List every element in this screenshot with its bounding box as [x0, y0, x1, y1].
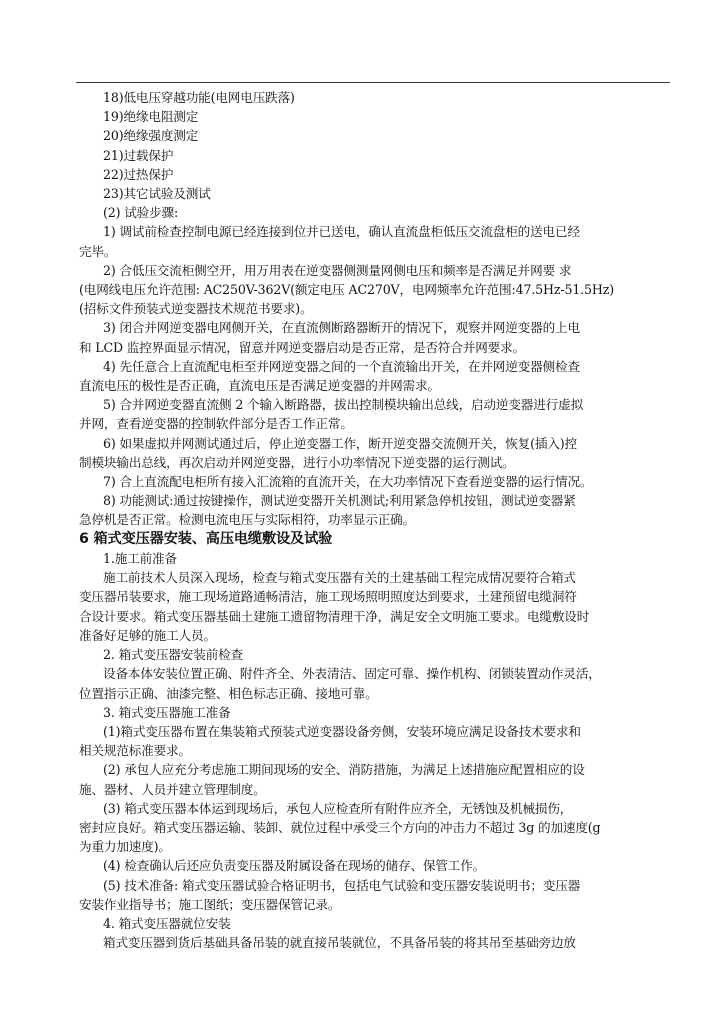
document-body — [79, 88, 664, 952]
subsection-title: 2. 箱式变压器安装前检查 — [103, 647, 244, 663]
body-line: 密封应良好。箱式变压器运输、装卸、就位过程中承受三个方向的冲击力不超过 3g 的加速度(g — [79, 819, 601, 835]
step-line: 直流电压的极性是否正确，直流电压是否满足逆变器的并网需求。 — [79, 378, 440, 394]
test-item: 19)绝缘电阻测定 — [103, 109, 199, 125]
body-line: 施工前技术人员深入现场，检查与箱式变压器有关的土建基础工程完成情况要符合箱式 — [103, 570, 576, 586]
step-line: 5) 合并网逆变器直流侧 2 个输入断路器，拔出控制模块输出总线，启动逆变器进行虚拟 — [103, 397, 584, 413]
header-rule — [76, 82, 670, 83]
step-line: 制模块输出总线，再次启动并网逆变器，进行小功率情况下逆变器的运行测试。 — [79, 454, 515, 470]
step-line: 急停机是否正常。检测电流电压与实际相符，功率显示正确。 — [79, 512, 415, 528]
step-line: (招标文件预装式逆变器技术规范书要求)。 — [79, 301, 313, 317]
body-line: 为重力加速度)。 — [79, 839, 171, 855]
test-item: 20)绝缘强度测定 — [103, 128, 199, 144]
step-line: 7) 合上直流配电柜所有接入汇流箱的直流开关，在大功率情况下查看逆变器的运行情况。 — [103, 474, 593, 490]
subsection-title: 3. 箱式变压器施工准备 — [103, 704, 231, 720]
step-line: 完毕。 — [79, 243, 117, 259]
step-line: 1) 调试前检查控制电源已经连接到位并已送电，确认直流盘柜低压交流盘柜的送电已经 — [103, 224, 580, 240]
subsection-title: 4. 箱式变压器就位安装 — [103, 915, 231, 931]
body-line: 设备本体安装位置正确、附件齐全、外表清洁、固定可靠、操作机构、闭锁装置动作灵活， — [103, 666, 601, 682]
step-line: 和 LCD 监控界面显示情况，留意并网逆变器启动是否正常，是否符合并网要求。 — [79, 339, 525, 355]
body-line: 准备好足够的施工人员。 — [79, 627, 216, 643]
step-line: 2) 合低压交流柜侧空开，用万用表在逆变器侧测量网侧电压和频率是否满足并网要 求 — [103, 262, 572, 278]
step-line: 6) 如果虚拟并网测试通过后，停止逆变器工作，断开逆变器交流侧开关，恢复(插入)控 — [103, 435, 577, 451]
body-line: 变压器吊装要求，施工现场道路通畅清洁，施工现场照明照度达到要求，土建预留电缆洞符 — [79, 589, 577, 605]
test-item: 18)低电压穿越功能(电网电压跌落) — [103, 90, 295, 105]
body-line: 相关规范标准要求。 — [79, 743, 191, 759]
body-line: 安装作业指导书；施工图纸；变压器保管记录。 — [79, 896, 341, 912]
step-line: 3) 闭合并网逆变器电网侧开关，在直流侧断路器断开的情况下，观察并网逆变器的上电 — [103, 320, 580, 336]
body-line: 箱式变压器到货后基础具备吊装的就直接吊装就位，不具备吊装的将其吊至基础旁边放 — [103, 935, 576, 951]
steps-title: (2) 试验步骤: — [103, 205, 179, 221]
test-item: 21)过载保护 — [103, 147, 174, 163]
body-line: (1)箱式变压器布置在集装箱式预装式逆变器设备旁侧，安装环境应满足设备技术要求和 — [103, 723, 581, 739]
step-line: 并网，查看逆变器的控制软件部分是否工作正常。 — [79, 416, 353, 432]
step-line: 4) 先任意合上直流配电柜至并网逆变器之间的一个直流输出开关，在并网逆变器侧检查 — [103, 358, 580, 374]
test-item: 22)过热保护 — [103, 166, 174, 182]
step-line: (电网线电压允许范围: AC250V-362V(额定电压 AC270V，电网频率允许范围:47.5Hz-51.5Hz) — [79, 282, 614, 298]
body-line: (5) 技术准备: 箱式变压器试验合格证明书，包括电气试验和变压器安装说明书；变压器 — [103, 877, 581, 893]
subsection-title: 1.施工前准备 — [103, 551, 177, 567]
body-line: (3) 箱式变压器本体运到现场后，承包人应检查所有附件应齐全，无锈蚀及机械损伤， — [103, 800, 573, 816]
test-item: 23)其它试验及测试 — [103, 186, 211, 202]
body-line: (2) 承包人应充分考虑施工期间现场的安全、消防措施，为满足上述措施应配置相应的设 — [103, 762, 585, 778]
body-line: 施、器材、人员并建立管理制度。 — [79, 781, 266, 797]
section-heading: 6 箱式变压器安装、高压电缆敷设及试验 — [79, 530, 333, 547]
body-line: (4) 检查确认后还应负责变压器及附属设备在现场的储存、保管工作。 — [103, 858, 486, 874]
step-line: 8) 功能测试:通过按键操作，测试逆变器开关机测试;利用紧急停机按钮，测试逆变器紧 — [103, 493, 576, 509]
body-line: 合设计要求。箱式变压器基础土建施工遗留物清理干净，满足安全文明施工要求。电缆敷设时 — [79, 608, 590, 624]
body-line: 位置指示正确、油漆完整、相色标志正确、接地可靠。 — [79, 685, 378, 701]
